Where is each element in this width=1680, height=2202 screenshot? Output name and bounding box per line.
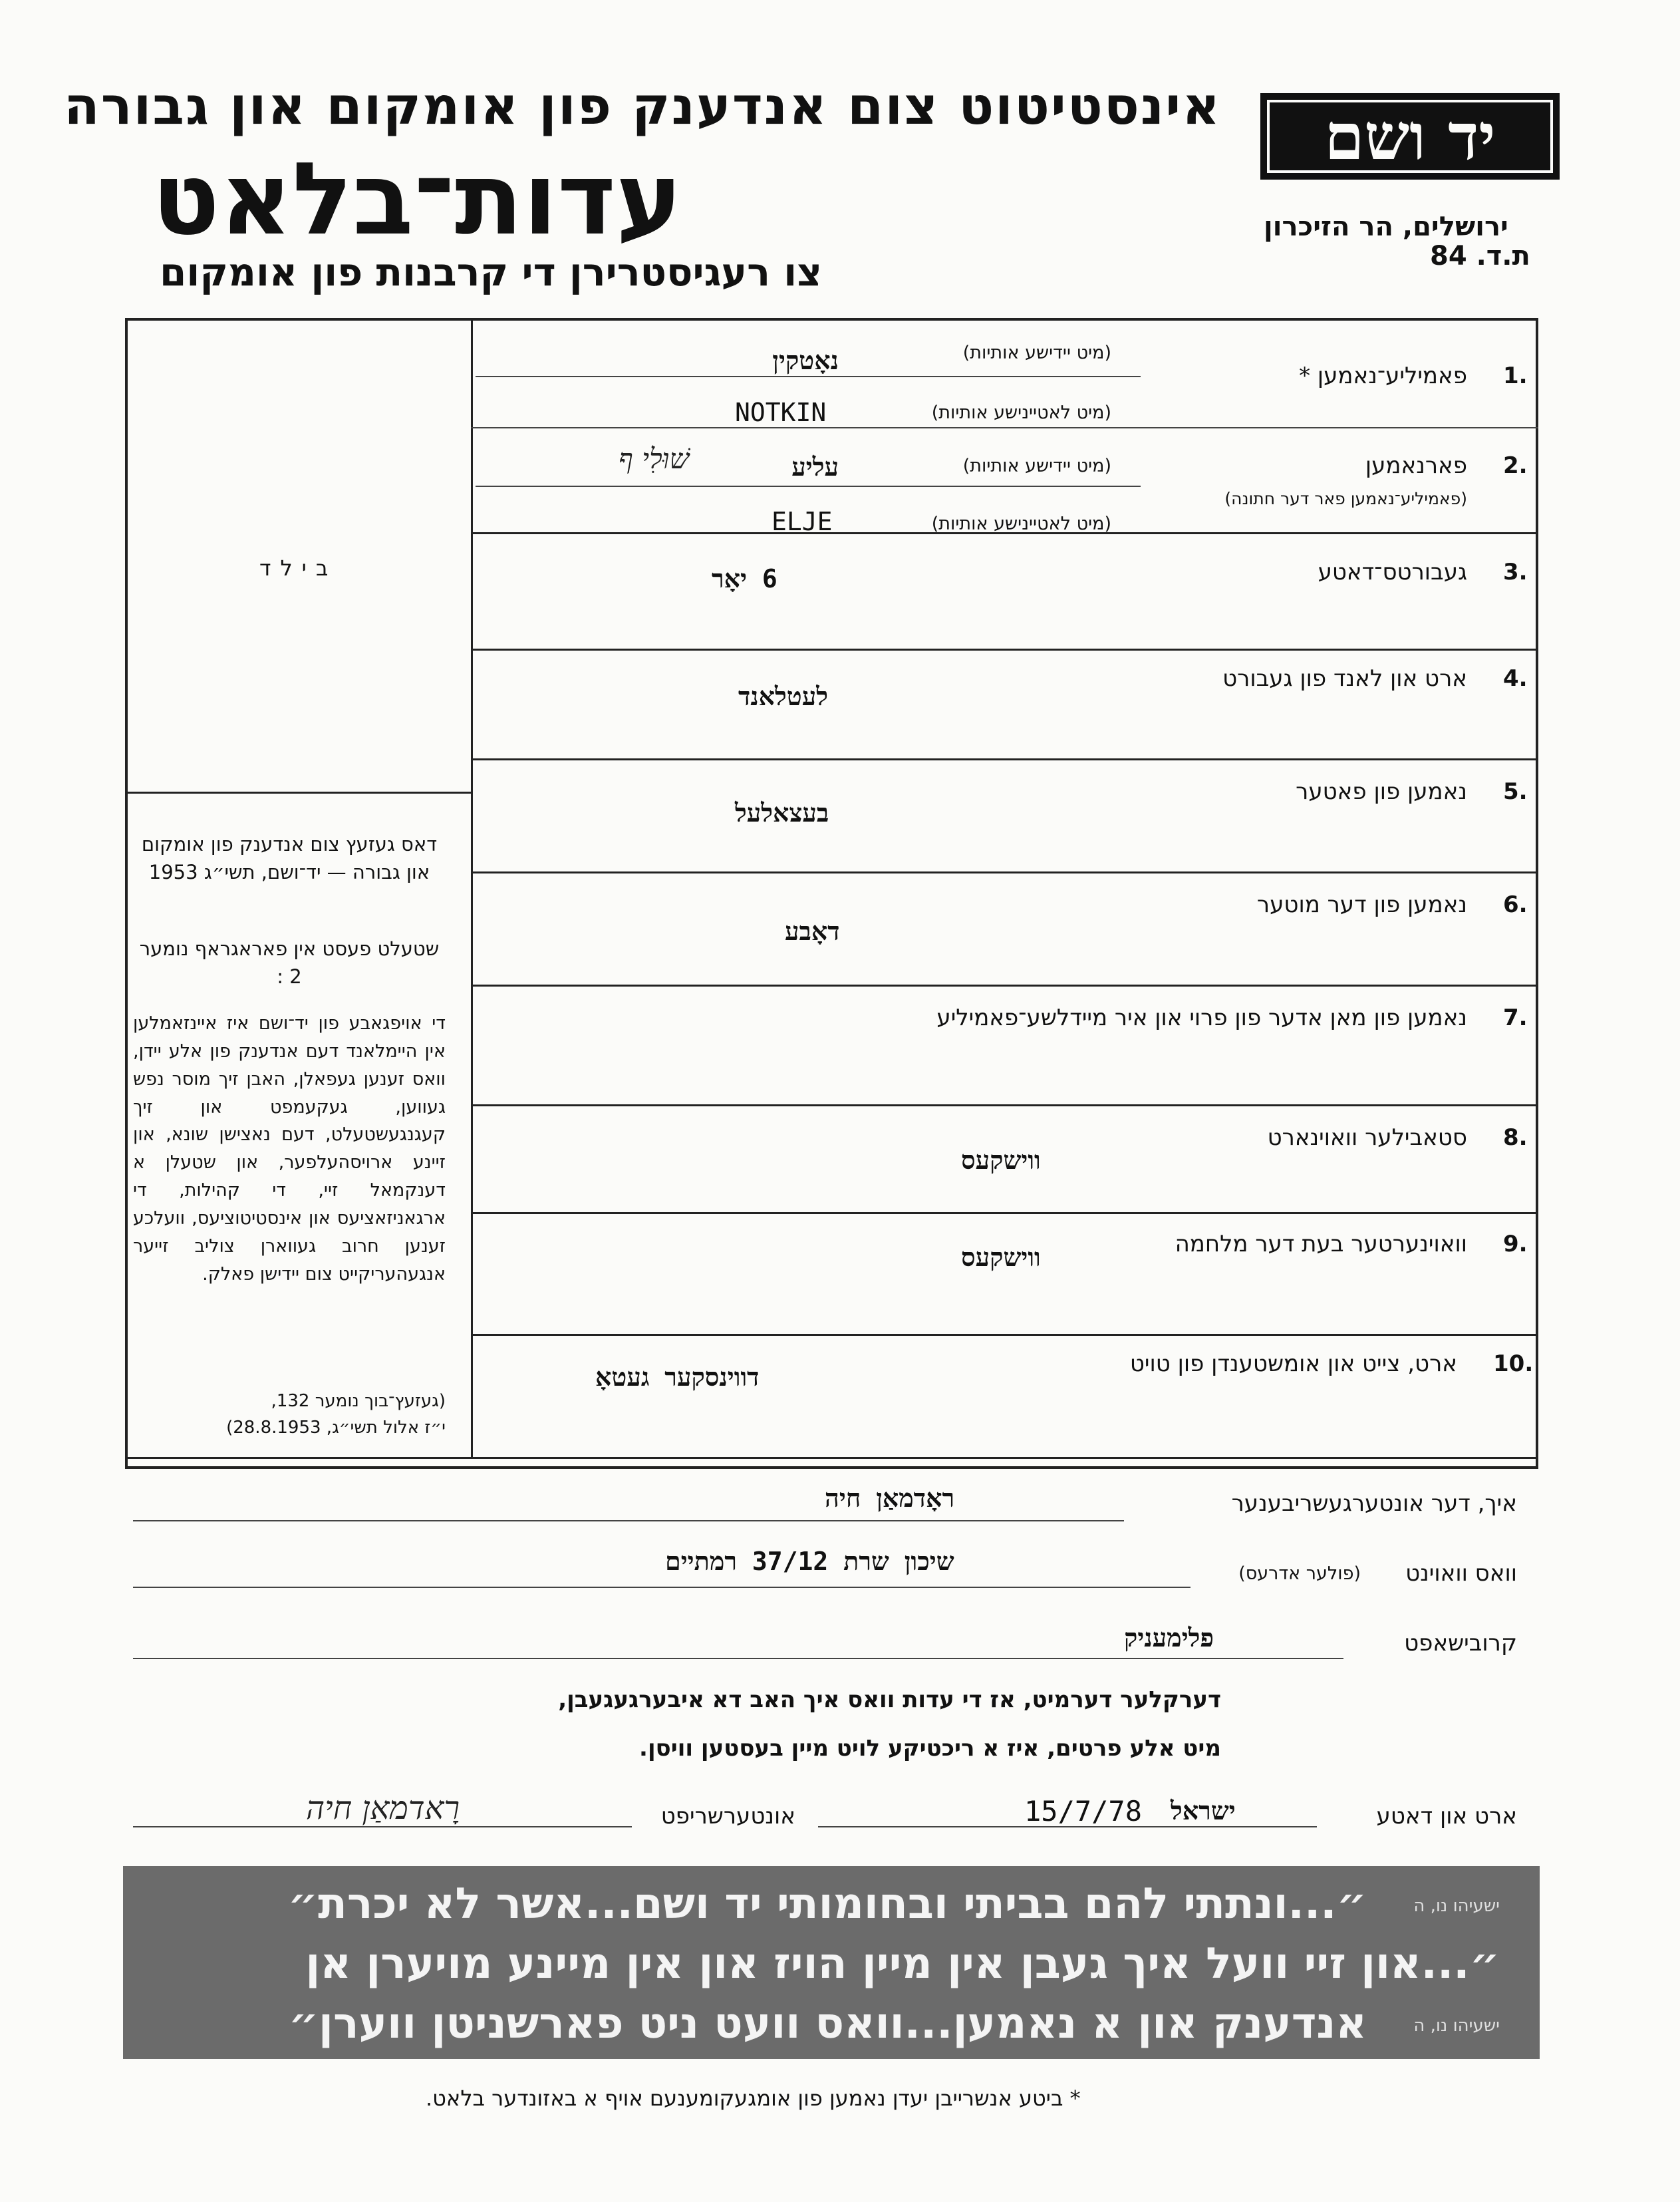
field-1-value-yiddish[interactable]: נאָטקין [772,346,839,375]
row-separator [471,1212,1538,1214]
law-citation-1: (געזעץ־בוך נומער 132, [271,1391,446,1411]
banner-quote-hebrew: ״...ונתתי להם בביתי ובחומותי יד ושם...אשר לא יכרת״ [287,1879,1367,1929]
submitter-address-value[interactable]: שיכון שרת 37/12 רמתיים [665,1547,954,1576]
field-2-hint-yiddish: (מיט יידישע אותיות) [962,456,1111,476]
field-7-number: 7. [1503,1005,1528,1031]
field-9-label: וואוינערטער בעת דער מלחמה [1175,1231,1467,1257]
banner-quote-yiddish-2: אנדענק און א נאמען...וואס וועט ניט פארשניטן ווערן״ [288,1999,1367,2048]
field-1-number: 1. [1503,363,1528,389]
signature-label: אונטערשריפט [660,1803,795,1829]
field-1-hint-latin: (מיט לאטיינישע אותיות) [931,402,1111,423]
field-4-number: 4. [1503,665,1528,692]
signature: רָאדמאַן חיה [306,1790,460,1827]
photo-label: בילד [259,555,338,581]
submitter-address-hint: (פולער אדרעס) [1238,1563,1361,1584]
field-9-number: 9. [1503,1231,1528,1257]
row-separator [471,871,1538,873]
field-2-sublabel: (פאמיליע־נאמען פאר דער חתונה) [1224,489,1467,508]
row-separator [471,1334,1538,1336]
photo-box-divider [128,792,471,794]
field-1-hint-yiddish: (מיט יידישע אותיות) [962,343,1111,363]
institute-title: אינסטיטוט צום אנדענק פון אומקום און גבורה [64,77,1221,136]
field-10-number: 10. [1493,1350,1534,1377]
column-divider [471,318,473,1459]
field-2-value-yiddish[interactable]: עליע [791,452,839,482]
relation-line [133,1658,1343,1659]
field-3-value[interactable]: 6 יאָר [712,564,777,593]
field-2-hint-latin: (מיט לאטיינישע אותיות) [931,514,1111,534]
submitter-name-line [133,1520,1124,1521]
address-line-1: ירושלים, הר הזיכרון [1264,212,1508,242]
yad-vashem-logo [1260,93,1560,180]
submitter-address-label: וואס וואוינט [1405,1560,1517,1587]
field-8-label: סטאבילער וואוינארט [1267,1124,1467,1151]
field-4-value[interactable]: לעטלאנד [738,682,829,711]
field-5-value[interactable]: בעצאלעל [735,798,829,828]
address-line-2: ת.ד. 84 [1430,241,1530,271]
submitter-name-label: איך, דער אונטערגעשריבענער [1231,1490,1517,1517]
field-5-number: 5. [1503,778,1528,805]
field-9-value[interactable]: ווישקעס [961,1243,1041,1272]
relation-label: קרובישאפט [1404,1630,1517,1656]
field-3-number: 3. [1503,559,1528,585]
field-underline [476,486,1141,487]
field-10-value[interactable]: דווינסקער געטאָ [595,1362,760,1392]
footnote: * ביטע אנשרייבן יעדן נאמען פון אומגעקומענעם אויף א באזונדער בלאט. [426,2086,1081,2111]
form-subtitle: צו רעגיסטרירן די קרבנות פון אומקום [160,249,822,295]
law-paragraph-ref: שטעלט פעסט אין פאראגראף נומער 2 : [139,937,440,989]
place-date-label: ארט און דאטע [1376,1803,1517,1829]
row-separator [471,758,1538,760]
field-1-value-latin[interactable]: NOTKIN [735,398,827,427]
banner-quote-yiddish-1: ״...און זיי וועל איך געבן אין מיין הויז און אין מיינע מויערן אן [305,1939,1500,1988]
form-title: עדות־בלאט [152,142,682,257]
field-8-number: 8. [1503,1124,1528,1151]
field-4-label: ארט און לאנד פון געבורט [1222,665,1467,692]
law-heading: דאס געזעץ צום אנדענק פון אומקום און גבורה — יד־ושם, תשי״ג 1953 [141,833,438,884]
field-2-label: פארנאמען [1365,452,1467,479]
row-separator [471,985,1538,987]
declaration-line-1: דערקלער דערמיט, אז די עדות וואס איך האב דא איבערגעגעבן, [558,1686,1221,1713]
submitter-address-line [133,1587,1190,1588]
law-body-text: די אויפגאבע פון יד־ושם איז איינזאמלען אין היימלאנד דעם אנדענק פון אלע יידן, וואס זענען געפאלן, האבן זיך מוסר נפש געווען, געקעמפט און זיך קעגנגעשטעלט, דעם נאצישן שונא, און זיינע ארויסהעלפער, און שטעלן א דענקמאל זיי, די קהילות, די ארגאניזאציעס און אינסטיטוציעס, וועלכע זענען חרוב געווארן צוליב זייער אנגעהעריקייט צום יידישן פאלק. [133,1013,446,1285]
field-7-label: נאמען פון מאן אדער פון פרוי און איר מיידלשע־פאמיליע [936,1005,1467,1031]
relation-value[interactable]: פלימעניק [1124,1623,1214,1652]
submitter-name-value[interactable]: ראָדמאַן חיה [825,1484,955,1513]
declaration-line-2: מיט אלע פרטים, איז א ריכטיקע לויט מיין בעסטען וויסן. [639,1735,1221,1762]
logo-text: יד ושם [1324,98,1496,174]
field-underline [476,376,1141,377]
field-2-value-latin[interactable]: ELJE [771,507,833,536]
field-6-number: 6. [1503,891,1528,918]
quote-banner [123,1866,1540,2059]
place-value[interactable]: ישראל [1171,1796,1236,1825]
field-10-label: ארט, צייט און אומשטענדן פון טויט [1129,1350,1457,1377]
field-6-value[interactable]: דאָבע [785,917,840,946]
field-1-label: פאמיליע־נאמען * [1299,363,1467,389]
law-citation-2: י״ז אלול תשי״ג, 28.8.1953) [226,1418,446,1438]
field-6-label: נאמען פון דער מוטער [1256,891,1467,918]
date-value[interactable]: 15/7/78 [1024,1795,1143,1827]
field-2-number: 2. [1503,452,1528,479]
form-bottom-divider [125,1457,1538,1459]
banner-reference-1: ישעיהו נו, ה [1413,1896,1500,1916]
field-5-label: נאמען פון פאטער [1296,778,1467,805]
field-3-label: געבורטס־דאטע [1318,559,1467,585]
field-8-value[interactable]: ווישקעס [961,1146,1041,1175]
field-2-handwritten-annotation: שׁוּלִי ף [619,442,690,475]
row-separator [471,1104,1538,1106]
row-separator [471,649,1538,651]
banner-reference-2: ישעיהו נו, ה [1413,2016,1500,2036]
field-underline [471,427,1538,428]
